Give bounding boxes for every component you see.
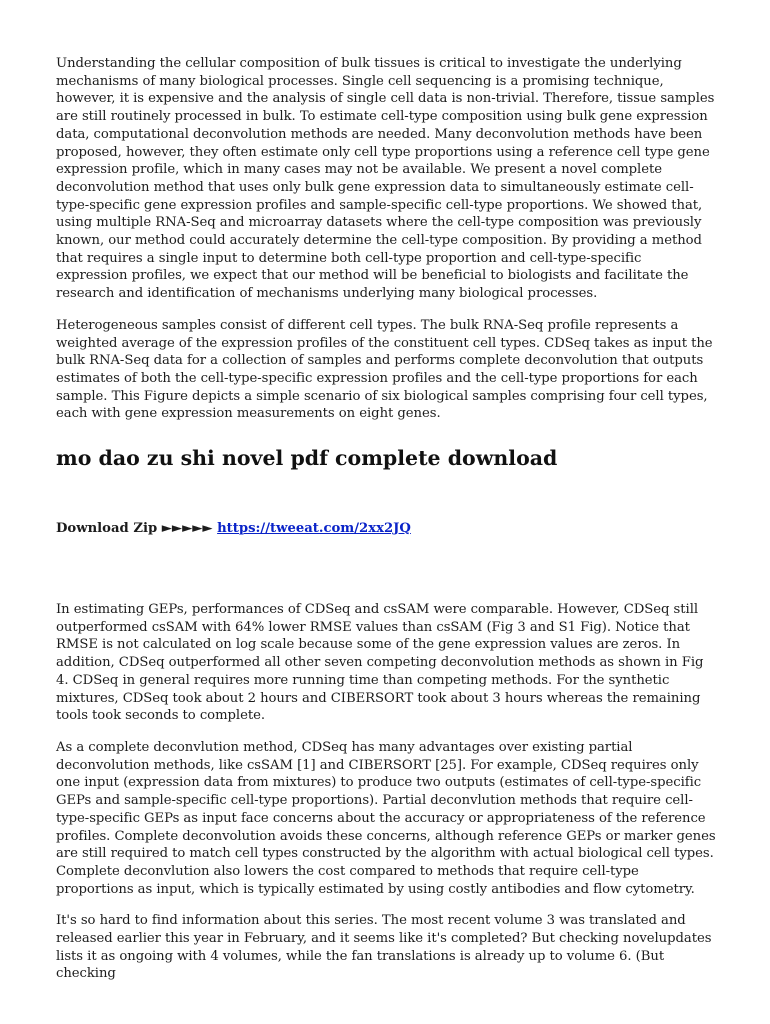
document-page (56, 55, 716, 983)
page-title: mo dao zu shi novel pdf complete download (56, 446, 558, 471)
download-line (56, 520, 716, 538)
paragraph-heterogeneous-samples: Heterogeneous samples consist of different cell types. The bulk RNA-Seq profile represents a weighted average of the expression profiles of the constituent cell types. CDSeq takes as input the bulk RNA-Seq data for a collection of samples and performs complete deconvolution that outputs estimates of both the cell-type-specific expression profiles and the cell-type proportions for each sample. This Figure depicts a simple scenario of six biological samples comprising four cell types, each with gene expression measurements on eight genes. (56, 317, 713, 422)
paragraph-complete-deconvolution: As a complete deconvlution method, CDSeq has many advantages over existing partial deconvolution methods, like csSAM [1] and CIBERSORT [25]. For example, CDSeq requires only one input (expression data from mixtures) to produce two outputs (estimates of cell-type-specific GEPs and sample-specific cell-type proportions). Partial deconvlution methods that require cell-type-specific GEPs as input face concerns about the accuracy or appropriateness of the reference profiles. Complete deconvolution avoids these concerns, although reference GEPs or marker genes are still required to match cell types constructed by the algorithm with actual biological cell types. Complete deconvlution also lowers the cost compared to methods that require cell-type proportions as input, which is typically estimated by using costly antibodies and flow cytometry. (56, 739, 716, 897)
download-link[interactable]: https://tweeat.com/2xx2JQ (217, 521, 411, 537)
paragraph-gep-performance: In estimating GEPs, performances of CDSeq and csSAM were comparable. However, CDSeq still outperformed csSAM with 64% lower RMSE values than csSAM (Fig 3 and S1 Fig). Notice that RMSE is not calculated on log scale because some of the gene expression values are zeros. In addition, CDSeq outperformed all other seven competing deconvolution methods as shown in Fig 4. CDSeq in general requires more running time than competing methods. For the synthetic mixtures, CDSeq took about 2 hours and CIBERSORT took about 3 hours whereas the remaining tools took seconds to complete. (56, 602, 704, 724)
paragraph-series-info: It's so hard to find information about this series. The most recent volume 3 was translated and released earlier this year in February, and it seems like it's completed? But checking novelupdates lists it as ongoing with 4 volumes, while the fan translations is already up to volume 6. (But checking (56, 913, 712, 982)
paragraph-intro: Understanding the cellular composition of bulk tissues is critical to investigate the underlying mechanisms of many biological processes. Single cell sequencing is a promising technique, however, it is expensive and the analysis of single cell data is non-trivial. Therefore, tissue samples are still routinely processed in bulk. To estimate cell-type composition using bulk gene expression data, computational deconvolution methods are needed. Many deconvolution methods have been proposed, however, they often estimate only cell type proportions using a reference cell type gene expression profile, which in many cases may not be available. We present a novel complete deconvolution method that uses only bulk gene expression data to simultaneously estimate cell-type-specific gene expression profiles and sample-specific cell-type proportions. We showed that, using multiple RNA-Seq and microarray datasets where the cell-type composition was previously known, our method could accurately determine the cell-type composition. By providing a method that requires a single input to determine both cell-type proportion and cell-type-specific expression profiles, we expect that our method will be beneficial to biologists and facilitate the research and identification of mechanisms underlying many biological processes. (56, 56, 715, 302)
download-label: Download Zip ►►►►► (56, 521, 213, 537)
